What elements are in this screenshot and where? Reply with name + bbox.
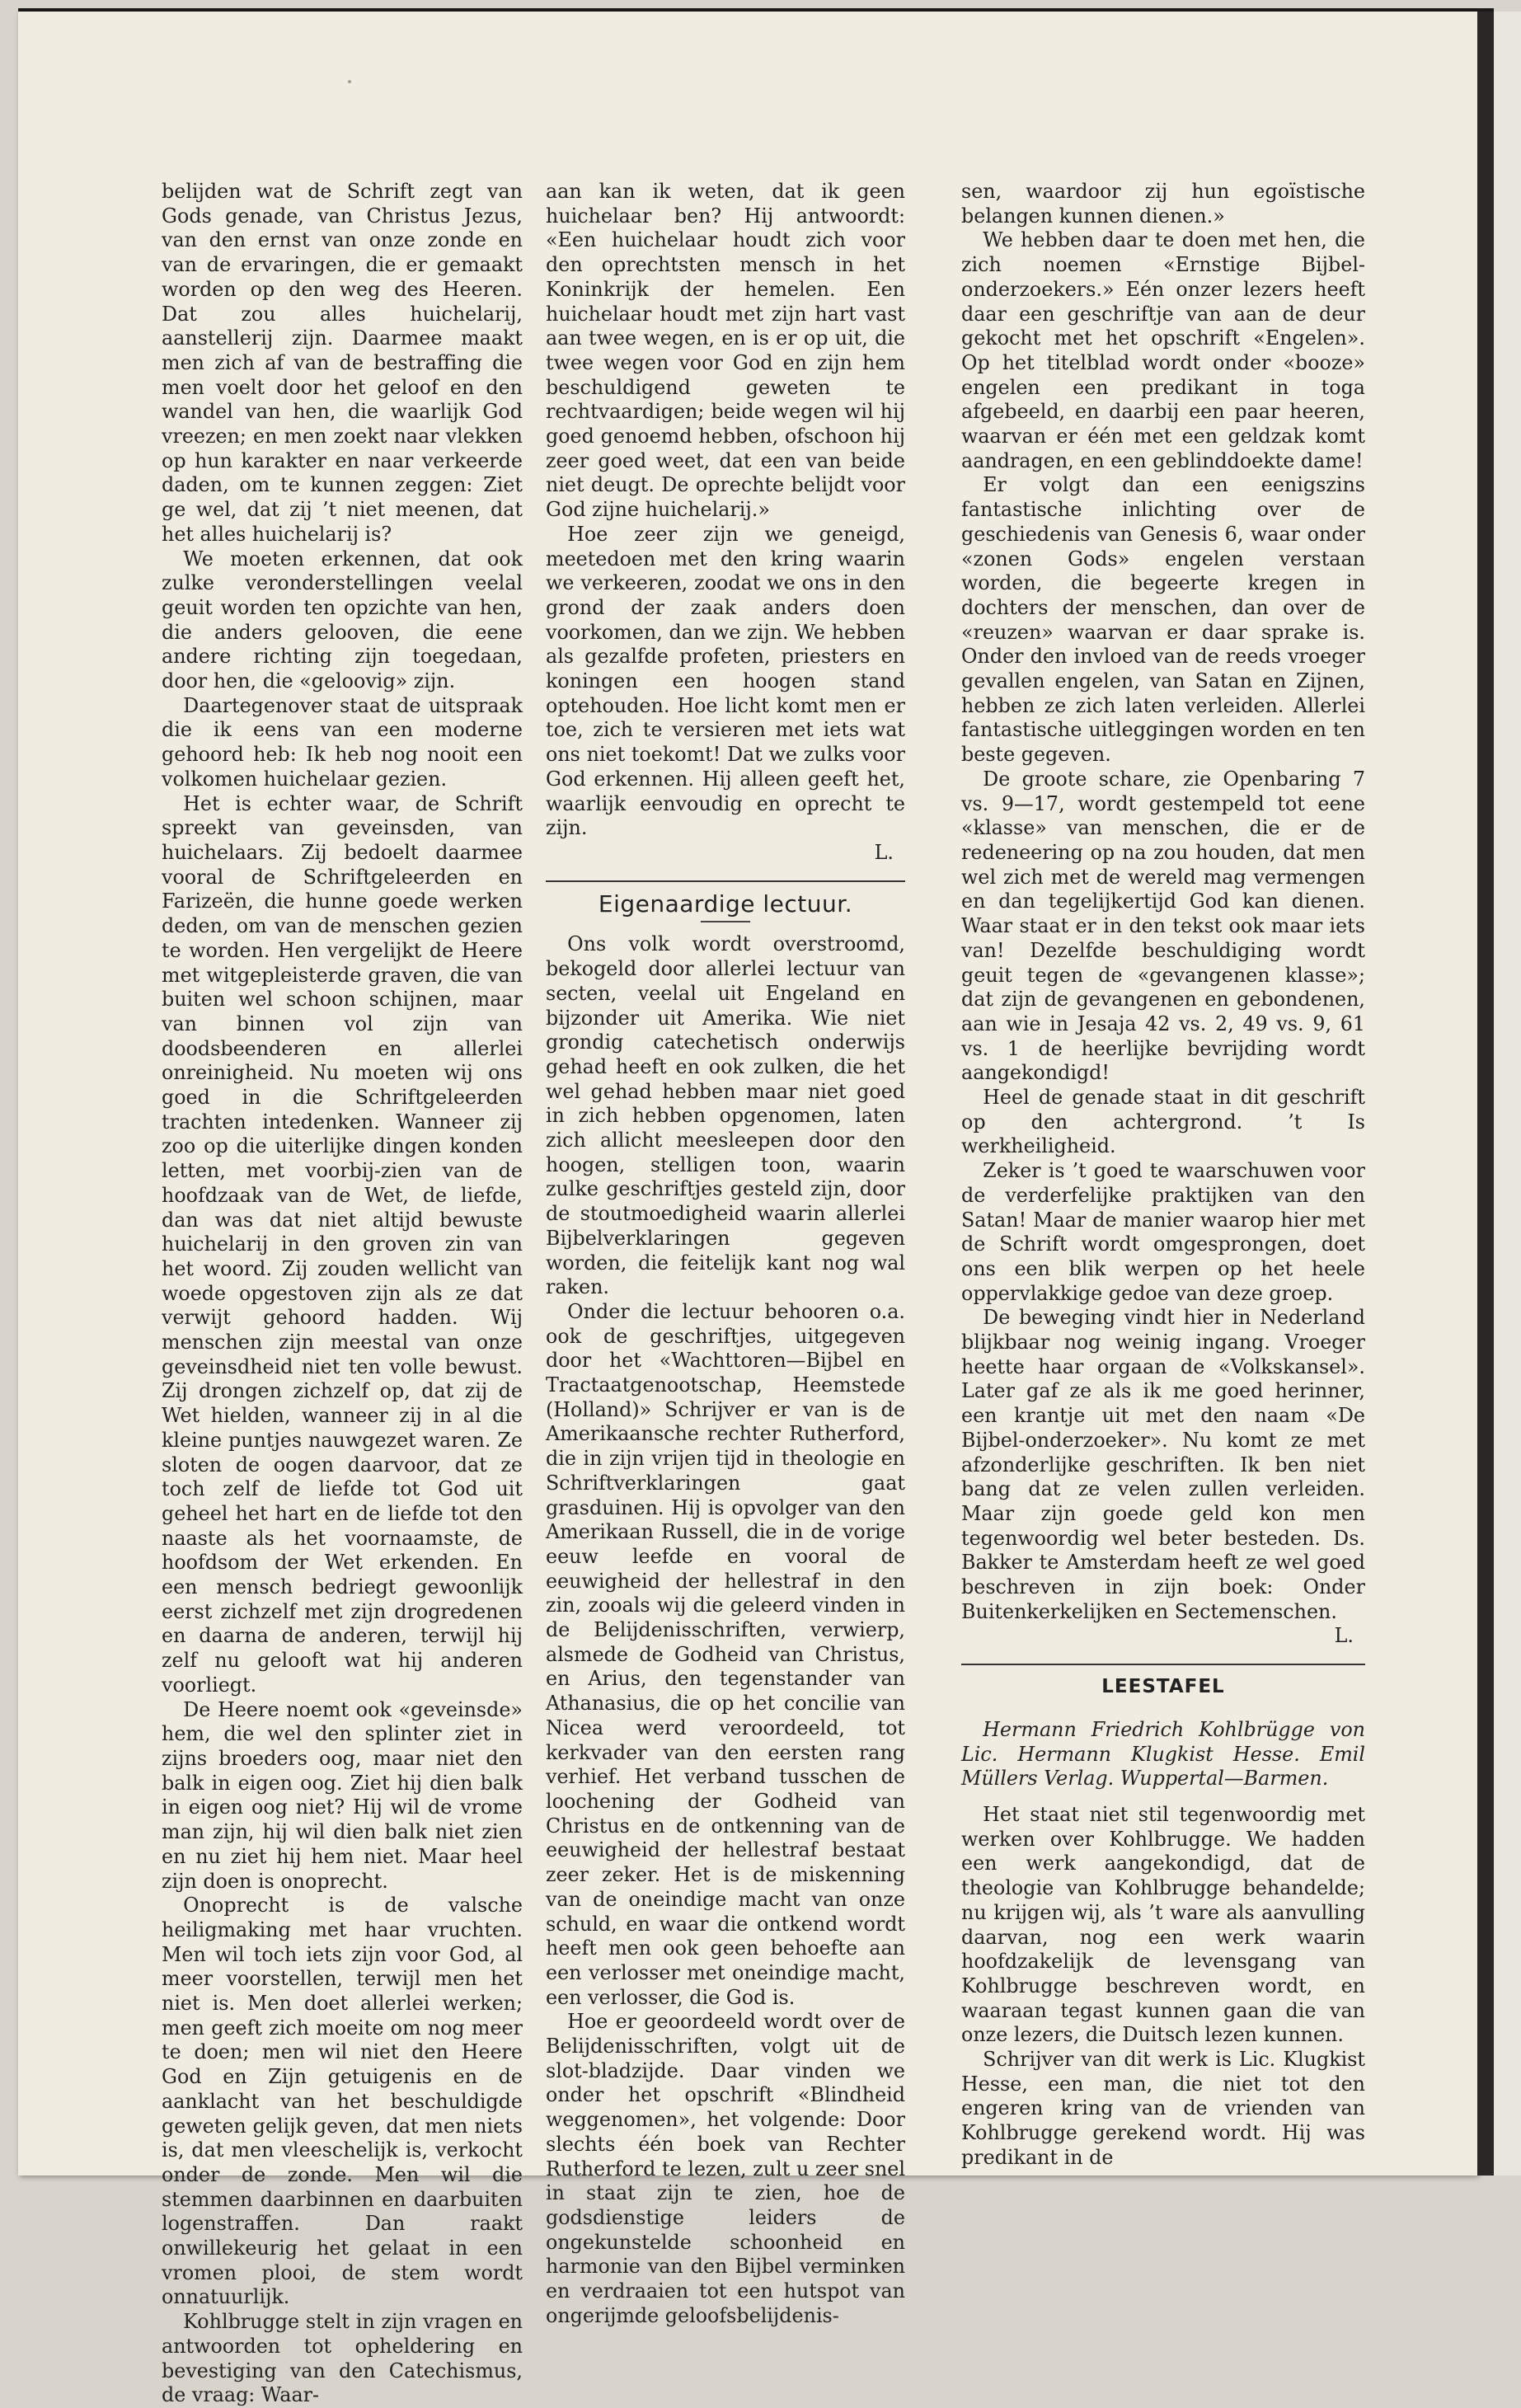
article-title: Eigenaardige lectuur. bbox=[598, 890, 853, 918]
paragraph: Hoe zeer zijn we geneigd, meetedoen met den kring waarin we verkeeren, zoodat we ons in den grond der zaak anders doen voorkomen, dan we zijn. We hebben als gezalfde profeten, priesters en koningen een hoogen stand optehouden. Hoe licht komt men er toe, zich te versieren met iets wat ons niet toekomt! Dat we zulks voor God erkennen. Hij alleen geeft het, waarlijk eenvoudig en oprecht te zijn. bbox=[546, 522, 905, 840]
author-signature: L. bbox=[1334, 1624, 1354, 1648]
paragraph: Schrijver van dit werk is Lic. Klugkist Hesse, een man, die niet tot den engeren kring van de vrienden van Kohlbrugge gerekend wordt. Hij was predikant in de bbox=[961, 2048, 1365, 2169]
paragraph: Onoprecht is de valsche heiligmaking met haar vruchten. Men wil toch iets zijn voor God, al meer voorstellen, terwijl men het niet is. Men doet allerlei werken; men geeft zich moeite om nog meer te doen; men wil niet den Heere God en Zijn getuigenis en de aanklacht van het beschuldigde geweten gelijk geven, dat men niets is, dat men vleeschelijk is, verkocht onder de zonde. Men wil die stemmen daarbinnen en daarbuiten logenstraffen. Dan raakt onwillekeurig het gelaat in een vromen plooi, de stem wordt onnatuurlijk. bbox=[162, 1894, 523, 2309]
paragraph: belijden wat de Schrift zegt van Gods genade, van Christus Jezus, van den ernst van onze zonde en van de ervaringen, die er gemaakt worden op den weg des Heeren. Dat zou alles huichelarij, aanstellerij zijn. Daarmee maakt men zich af van de bestraffing die men voelt door het geloof en den wandel van hen, die waarlijk God vreezen; en men zoekt naar vlekken op hun karakter en naar verkeerde daden, om te kunnen zeggen: Ziet ge wel, dat zij ’t niet meenen, dat het alles huichelarij is? bbox=[162, 180, 523, 546]
section-divider bbox=[546, 880, 905, 882]
paragraph: Onder die lectuur behooren o.a. ook de geschriftjes, uitgegeven door het «Wachttoren—Bijbel en Tractaatgenootschap, Heemstede (Holland)» Schrijver er van is de Amerikaansche rechter Rutherford, die in zijn vrijen tijd in theologie en Schriftverklaringen gaat grasduinen. Hij is opvolger van den Amerikaan Russell, die in de vorige eeuw leefde en vooral de eeuwigheid der hellestraf in den zin, zooals wij die geleerd vinden in de Belijdenisschriften, verwierp, alsmede de Godheid van Christus, en Arius, den tegenstander van Athanasius, die op het concilie van Nicea werd veroordeeld, tot kerkvader van den eersten rang verhief. Het verband tusschen de loochening der Godheid van Christus en de ontkenning van de eeuwigheid der hellestraf bestaat zeer zeker. Het is de miskenning van de oneindige macht van onze schuld, en waar die ontkend wordt heeft men ook geen behoefte aan een verlosser met oneindige macht, een verlosser, die God is. bbox=[546, 1299, 905, 2009]
paragraph: Het is echter waar, de Schrift spreekt van geveinsden, van huichelaars. Zij bedoelt daarmee vooral de Schriftgeleerden en Farizeën, die hunne goede werken deden, om van de menschen gezien te worden. Hen vergelijkt de Heere met witgepleisterde graven, die van buiten wel schoon schijnen, maar van binnen vol zijn van doodsbeenderen en allerlei onreinigheid. Nu moeten wij ons goed in die Schriftgeleerden trachten intedenken. Wanneer zij zoo op die uiterlijke dingen konden letten, met voorbij-zien van de hoofdzaak van de Wet, de liefde, dan was dat niet altijd bewuste huichelarij in den groven zin van het woord. Zij zouden wellicht van woede opgestoven zijn als ze dat verwijt gehoord hadden. Wij menschen zijn meestal van onze geveinsdheid niet ten volle bewust. Zij drongen zichzelf op, dat zij de Wet hielden, wanneer zij in al die kleine puntjes nauwgezet waren. Ze sloten de oogen daarvoor, dat ze toch zelf de liefde tot God uit geheel het hart en de liefde tot den naaste als het voornaamste, de hoofdsom der Wet erkenden. En een mensch bedriegt gewoonlijk eerst zichzelf met zijn drogredenen en daarna de anderen, terwijl hij zelf nu gelooft wat hij anderen voorliegt. bbox=[162, 791, 523, 1697]
title-underline bbox=[701, 921, 750, 922]
column-middle bbox=[546, 180, 905, 2328]
paragraph: Ons volk wordt overstroomd, bekogeld door allerlei lectuur van secten, veelal uit Engeland en bijzonder uit Amerika. Wie niet grondig catechetisch onderwijs gehad heeft en ook zulken, die het wel gehad hebben maar niet goed in zich hebben opgenomen, laten zich allicht meesleepen door den hoogen, stelligen toon, waarin zulke geschriftjes gesteld zijn, door de stoutmoedigheid waarin allerlei Bijbelverklaringen gegeven worden, die feitelijk kant nog wal raken. bbox=[546, 932, 905, 1299]
paragraph: De beweging vindt hier in Nederland blijkbaar nog weinig ingang. Vroeger heette haar orgaan de «Volkskansel». Later gaf ze als ik me goed herinner, een krantje uit met den naam «De Bijbel-onderzoeker». Nu komt ze met afzonderlijke geschriften. Ik ben niet bang dat ze velen zullen verleiden. Maar zijn goede geld kon men tegenwoordig wel beter besteden. Ds. Bakker te Amsterdam heeft ze wel goed beschreven in zijn boek: Onder Buitenkerkelijken en Sectemenschen. bbox=[961, 1306, 1365, 1623]
paragraph: Het staat niet stil tegenwoordig met werken over Kohlbrugge. We hadden een werk aangekondigd, dat de theologie van Kohlbrugge behandelde; nu krijgen wij, als ’t ware als aanvulling daarvan, nog een werk waarin hoofdzakelijk de levensgang van Kohlbrugge beschreven wordt, en waaraan tegast kunnen gaan die van onze lezers, die Duitsch lezen kunnen. bbox=[961, 1803, 1365, 2047]
paragraph: Kohlbrugge stelt in zijn vragen en antwoorden tot opheldering en bevestiging van den Catechismus, de vraag: Waar- bbox=[162, 2310, 523, 2407]
paragraph: De Heere noemt ook «geveinsde» hem, die wel den splinter ziet in zijns broeders oog, maar niet den balk in eigen oog. Ziet hij dien balk in eigen oog niet? Hij wil de vrome man zijn, hij wil dien balk niet zien en nu ziet hij hem niet. Maar heel zijn doen is onoprecht. bbox=[162, 1697, 523, 1893]
section-title: LEESTAFEL bbox=[1101, 1676, 1225, 1698]
column-right bbox=[961, 180, 1365, 2171]
author-signature: L. bbox=[874, 840, 894, 864]
paragraph: Zeker is ’t goed te waarschuwen voor de verderfelijke praktijken van den Satan! Maar de manier waarop hier met de Schrift wordt omgesprongen, doet ons een blik werpen op het heele oppervlakkige gedoe van deze groep. bbox=[961, 1159, 1365, 1305]
paragraph: Hoe er geoordeeld wordt over de Belijdenisschriften, volgt uit de slot-bladzijde. Daar vinden we onder het opschrift «Blindheid weggenomen», het volgende: Door slechts één boek van Rechter Rutherford te lezen, zult u zeer snel in staat zijn te zien, hoe de godsdienstige leiders de ongekunstelde schoonheid en harmonie van den Bijbel verminken en verdraaien tot een hutspot van ongerijmde geloofsbelijdenis- bbox=[546, 2010, 905, 2327]
paragraph: Heel de genade staat in dit geschrift op den achtergrond. ’t Is werkheiligheid. bbox=[961, 1086, 1365, 1158]
paragraph: aan kan ik weten, dat ik geen huichelaar ben? Hij antwoordt: «Een huichelaar houdt zich voor den oprechtsten mensch in het Koninkrijk der hemelen. Een huichelaar houdt met zijn hart vast aan twee wegen, en is er op uit, die twee wegen voor God en zijn hem beschuldigend geweten te rechtvaardigen; beide wegen wil hij goed genoemd hebben, ofschoon hij zeer goed weet, dat een van beide niet deugt. De oprechte belijdt voor God zijne huichelarij.» bbox=[546, 180, 905, 522]
paragraph: Er volgt dan een eenigszins fantastische inlichting over de geschiedenis van Genesis 6, waar onder «zonen Gods» engelen verstaan worden, die begeerte kregen in dochters der menschen, dan over de «reuzen» waarvan er daar sprake is. Onder den invloed van de reeds vroeger gevallen engelen, van Satan en Zijnen, hebben ze zich laten verleiden. Allerlei fantastische uitleggingen worden en ten beste gegeven. bbox=[961, 473, 1365, 767]
paragraph: sen, waardoor zij hun egoïstische belangen kunnen dienen.» bbox=[961, 180, 1365, 228]
scan-edge-dark bbox=[1477, 12, 1494, 2176]
paragraph: We moeten erkennen, dat ook zulke veronderstellingen veelal geuit worden ten opzichte van hen, die anders gelooven, die eene andere richting zijn toegedaan, door hen, die «geloovig» zijn. bbox=[162, 547, 523, 693]
column-left bbox=[162, 180, 523, 2408]
paragraph: De groote schare, zie Openbaring 7 vs. 9—17, wordt gestempeld tot eene «klasse» van menschen, die er de redeneering op na zou houden, dat men wel zich met de wereld mag vermengen en dan tegelijkertijd God kan dienen. Waar staat er in den tekst ook maar iets van! Dezelfde beschuldiging wordt geuit tegen de «gevangenen klasse»; dat zijn de gevangenen en gebondenen, aan wie in Jesaja 42 vs. 2, 49 vs. 9, 61 vs. 1 de heerlijke bevrijding wordt aangekondigd! bbox=[961, 767, 1365, 1085]
scan-edge-light bbox=[1494, 12, 1521, 2176]
section-divider bbox=[961, 1664, 1365, 1665]
paper-speck bbox=[348, 80, 351, 83]
paragraph: We hebben daar te doen met hen, die zich noemen «Ernstige Bijbel-onderzoekers.» Eén onzer lezers heeft daar een geschriftje van aan de deur gekocht met het opschrift «Engelen». Op het titelblad wordt onder «booze» engelen een predikant in toga afgebeeld, en daarbij een paar heeren, waarvan er één met een geldzak komt aandragen, en een geblinddoekte dame! bbox=[961, 228, 1365, 472]
paragraph: Daartegenover staat de uitspraak die ik eens van een moderne gehoord heb: Ik heb nog nooit een volkomen huichelaar gezien. bbox=[162, 693, 523, 791]
book-citation: Hermann Friedrich Kohlbrügge von Lic. Hermann Klugkist Hesse. Emil Müllers Verlag. Wuppertal—Barmen. bbox=[961, 1717, 1365, 1791]
